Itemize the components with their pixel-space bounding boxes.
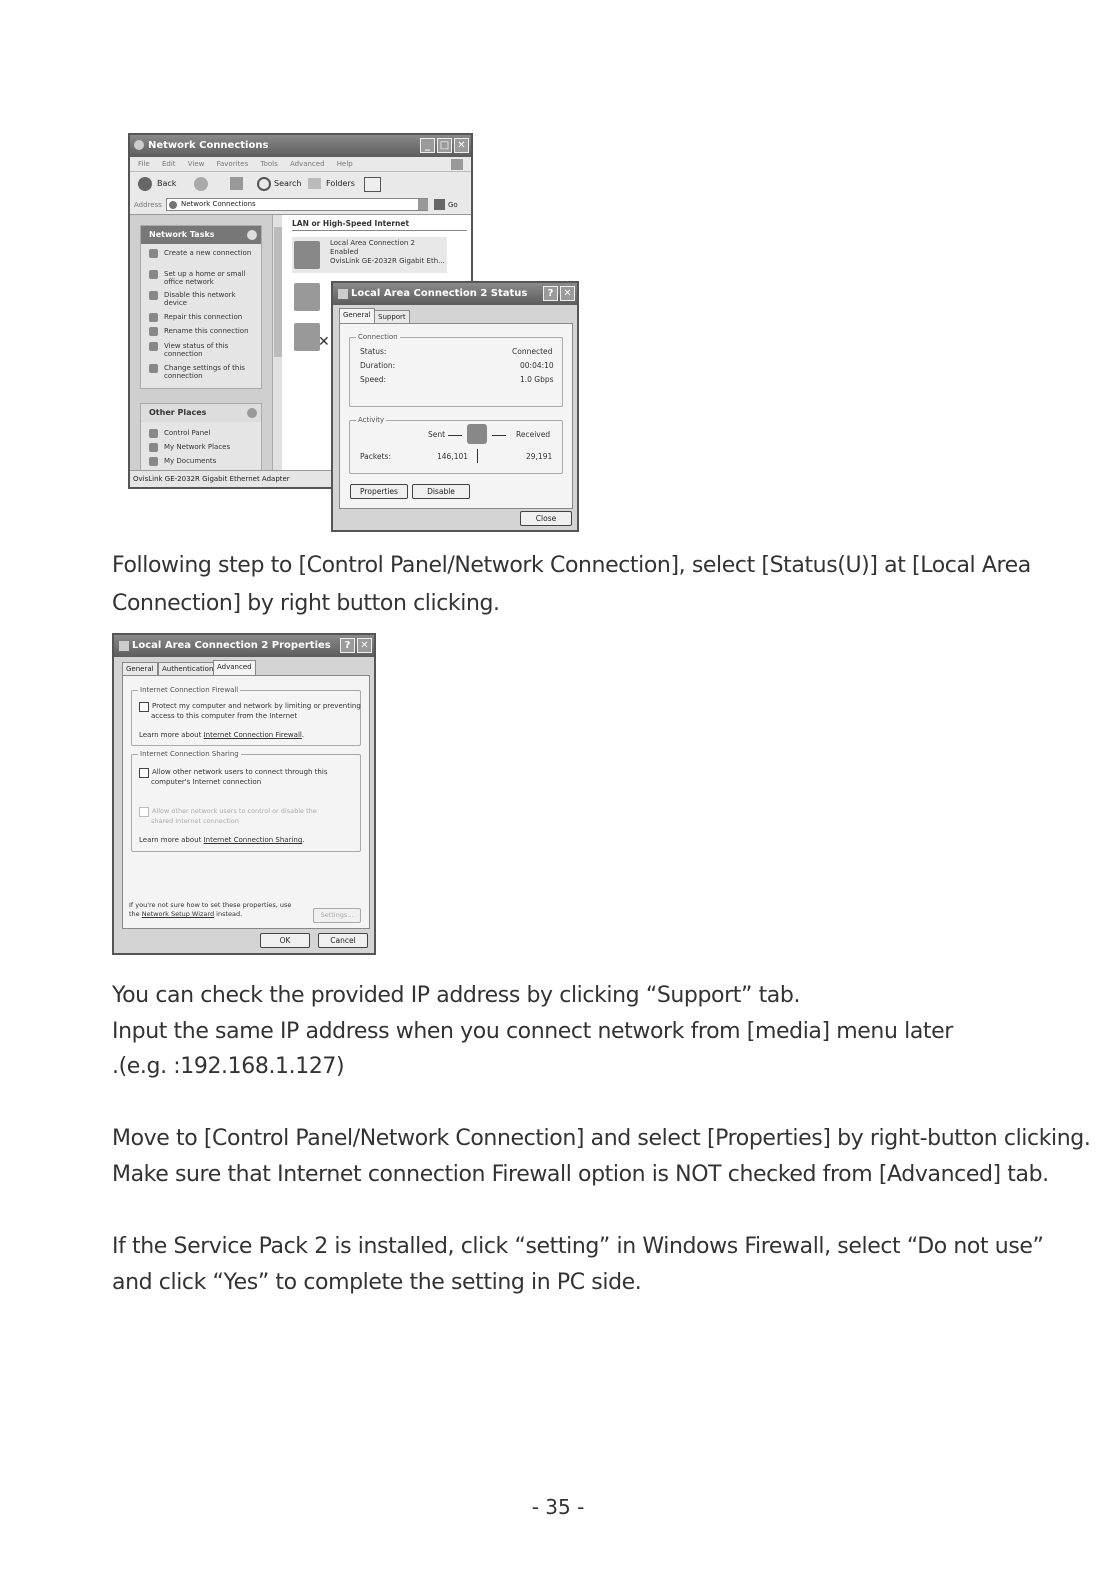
disconnected-adapter-icon[interactable] <box>294 323 320 351</box>
speed-value: 1.0 Gbps <box>520 375 554 384</box>
status-close-button[interactable]: Close <box>520 511 572 526</box>
task-create-connection[interactable]: Create a new connection <box>149 249 259 258</box>
connection-icon <box>119 641 129 651</box>
sharing-learn-link[interactable]: Internet Connection Sharing <box>203 836 303 844</box>
search-icon[interactable] <box>257 177 271 191</box>
network-adapter-icon[interactable] <box>294 283 320 311</box>
sharing-checkbox[interactable] <box>139 768 149 778</box>
place-my-network-places[interactable]: My Network Places <box>149 443 259 452</box>
maximize-button[interactable]: □ <box>437 138 452 153</box>
general-tab-panel <box>339 323 573 509</box>
network-places-icon <box>149 443 158 452</box>
task-view-status[interactable]: View status of this connection <box>149 342 259 358</box>
up-folder-icon[interactable] <box>230 177 243 190</box>
task-rename[interactable]: Rename this connection <box>149 327 259 336</box>
network-adapter-icon <box>294 241 320 269</box>
status-dialog-title: Local Area Connection 2 Status <box>351 288 528 299</box>
window-title: Network Connections <box>148 140 269 151</box>
forward-arrow-icon[interactable] <box>194 177 208 191</box>
paragraph-2-line-1: You can check the provided IP address by clicking “Support” tab. <box>112 983 801 1008</box>
duration-value: 00:04:10 <box>520 361 554 370</box>
duration-label: Duration: <box>360 361 396 370</box>
activity-computers-icon <box>467 424 487 444</box>
menu-help[interactable]: Help <box>336 160 353 168</box>
connection-adapter: OvisLink GE-2032R Gigabit Eth... <box>330 257 445 265</box>
status-value: Connected <box>512 347 553 356</box>
tab-advanced[interactable]: Advanced <box>213 660 256 675</box>
packets-received-value: 29,191 <box>526 452 553 461</box>
paragraph-2-line-3: .(e.g. :192.168.1.127) <box>112 1054 345 1079</box>
advanced-tab-panel <box>122 675 370 929</box>
menu-edit[interactable]: Edit <box>161 160 176 168</box>
activity-divider <box>477 449 478 463</box>
task-disable-device[interactable]: Disable this network device <box>149 291 259 307</box>
other-places-panel <box>140 403 262 471</box>
sharing-checkbox-row[interactable]: Allow other network users to connect through this computer's Internet connection <box>139 768 327 787</box>
status-label: Status: <box>360 347 387 356</box>
sharing-control-row: Allow other network users to control or disable the shared Internet connection <box>139 807 317 826</box>
menu-bar <box>130 157 471 172</box>
activity-group: Activity <box>349 420 563 474</box>
address-label: Address <box>134 201 162 209</box>
go-button[interactable]: Go <box>448 201 458 209</box>
disable-icon <box>149 291 158 300</box>
new-connection-icon <box>149 249 158 258</box>
firewall-checkbox-row[interactable]: Protect my computer and network by limiting or preventing access to this computer from the Internet <box>139 702 361 721</box>
task-home-network[interactable]: Set up a home or small office network <box>149 270 259 286</box>
properties-dialog <box>112 633 376 955</box>
packets-sent-value: 146,101 <box>437 452 469 461</box>
disable-button[interactable]: Disable <box>412 484 470 499</box>
folders-icon[interactable] <box>308 178 321 189</box>
toolbar <box>130 172 471 197</box>
page-number: - 35 - <box>531 1495 585 1519</box>
speed-label: Speed: <box>360 375 387 384</box>
paragraph-3-line-2: Make sure that Internet connection Firewall option is NOT checked from [Advanced] tab. <box>112 1162 1049 1187</box>
close-button[interactable]: ✕ <box>560 286 575 301</box>
control-panel-icon <box>149 429 158 438</box>
place-my-documents[interactable]: My Documents <box>149 457 259 466</box>
back-button[interactable]: Back <box>157 179 177 188</box>
tab-strip <box>339 310 571 323</box>
group-heading: LAN or High-Speed Internet <box>292 219 410 228</box>
wizard-hint: If you're not sure how to set these properties, use the Network Setup Wizard instead. <box>129 901 292 918</box>
minimize-button[interactable]: _ <box>420 138 435 153</box>
paragraph-4-line-1: If the Service Pack 2 is installed, click “setting” in Windows Firewall, select “Do not use” <box>112 1234 1044 1259</box>
connection-status: Enabled <box>330 248 359 256</box>
connection-name: Local Area Connection 2 <box>330 239 415 247</box>
sharing-control-checkbox <box>139 807 149 817</box>
firewall-checkbox[interactable] <box>139 702 149 712</box>
sharing-learn-more: Learn more about Internet Connection Sharing. <box>139 836 305 844</box>
paragraph-1-line-2: Connection] by right button clicking. <box>112 591 500 616</box>
tab-general[interactable]: General <box>339 308 375 323</box>
search-button[interactable]: Search <box>274 179 302 188</box>
received-label: Received <box>516 430 551 439</box>
status-icon <box>149 342 158 351</box>
menu-view[interactable]: View <box>187 160 205 168</box>
collapse-icon[interactable] <box>247 408 257 418</box>
settings-icon <box>149 364 158 373</box>
packets-label: Packets: <box>360 452 391 461</box>
collapse-icon[interactable] <box>247 230 257 240</box>
menu-advanced[interactable]: Advanced <box>289 160 325 168</box>
properties-dialog-titlebar[interactable] <box>114 635 374 657</box>
address-network-icon <box>169 201 177 209</box>
menu-tools[interactable]: Tools <box>260 160 278 168</box>
ok-button[interactable]: OK <box>260 933 310 948</box>
task-pane <box>130 215 272 471</box>
address-bar <box>130 196 471 215</box>
paragraph-4-line-2: and click “Yes” to complete the setting in PC side. <box>112 1270 642 1295</box>
back-arrow-icon[interactable] <box>138 177 152 191</box>
address-dropdown-icon[interactable] <box>418 199 428 210</box>
scrollbar-thumb[interactable] <box>274 227 282 357</box>
folders-button[interactable]: Folders <box>326 179 355 188</box>
sent-label: Sent <box>428 430 446 439</box>
task-change-settings[interactable]: Change settings of this connection <box>149 364 259 380</box>
properties-button[interactable]: Properties <box>350 484 408 499</box>
menu-favorites[interactable]: Favorites <box>216 160 249 168</box>
help-button[interactable]: ? <box>543 286 558 301</box>
cancel-button[interactable]: Cancel <box>318 933 368 948</box>
tab-general[interactable]: General <box>122 662 158 675</box>
views-icon[interactable] <box>364 177 381 192</box>
close-button[interactable]: ✕ <box>357 638 372 653</box>
place-control-panel[interactable]: Control Panel <box>149 429 259 438</box>
connection-icon <box>338 289 348 299</box>
status-dialog-titlebar[interactable] <box>333 283 577 305</box>
rename-icon <box>149 327 158 336</box>
status-bar: OvisLink GE-2032R Gigabit Ethernet Adapter <box>130 470 471 487</box>
paragraph-1-line-1: Following step to [Control Panel/Network Connection], select [Status(U)] at [Local Area <box>112 553 1031 578</box>
task-repair[interactable]: Repair this connection <box>149 313 259 322</box>
help-button[interactable]: ? <box>340 638 355 653</box>
tab-authentication[interactable]: Authentication <box>158 662 217 675</box>
firewall-learn-more: Learn more about Internet Connection Firewall. <box>139 731 305 739</box>
paragraph-3-line-1: Move to [Control Panel/Network Connection] and select [Properties] by right-button clicking. <box>112 1126 1091 1151</box>
status-dialog <box>331 281 579 532</box>
network-setup-wizard-link[interactable]: Network Setup Wizard <box>141 910 215 918</box>
firewall-learn-link[interactable]: Internet Connection Firewall <box>203 731 302 739</box>
disconnected-x-icon: ✕ <box>318 334 330 350</box>
settings-button: Settings... <box>313 908 361 923</box>
tab-strip <box>122 662 368 675</box>
windows-logo-icon <box>451 159 463 170</box>
address-field[interactable] <box>166 198 428 211</box>
paragraph-2-line-2: Input the same IP address when you connect network from [media] menu later <box>112 1019 953 1044</box>
sharing-group: Internet Connection Sharing <box>131 754 361 852</box>
properties-dialog-title: Local Area Connection 2 Properties <box>132 640 331 651</box>
network-tasks-heading[interactable]: Network Tasks <box>141 226 261 244</box>
documents-icon <box>149 457 158 466</box>
connection-group: Connection <box>349 337 563 407</box>
home-network-icon <box>149 270 158 279</box>
network-icon <box>134 140 144 150</box>
menu-file[interactable]: File <box>138 160 150 168</box>
address-value: Network Connections <box>181 200 256 208</box>
received-line <box>492 435 506 436</box>
sent-line <box>448 435 462 436</box>
go-arrow-icon[interactable] <box>434 199 445 210</box>
connection-item[interactable] <box>292 237 447 273</box>
other-places-heading[interactable]: Other Places <box>141 404 261 422</box>
group-heading-rule <box>292 230 467 231</box>
firewall-group: Internet Connection Firewall <box>131 690 361 746</box>
tab-support[interactable]: Support <box>374 310 410 323</box>
repair-icon <box>149 313 158 322</box>
network-tasks-panel <box>140 225 262 389</box>
close-button[interactable]: ✕ <box>454 138 469 153</box>
